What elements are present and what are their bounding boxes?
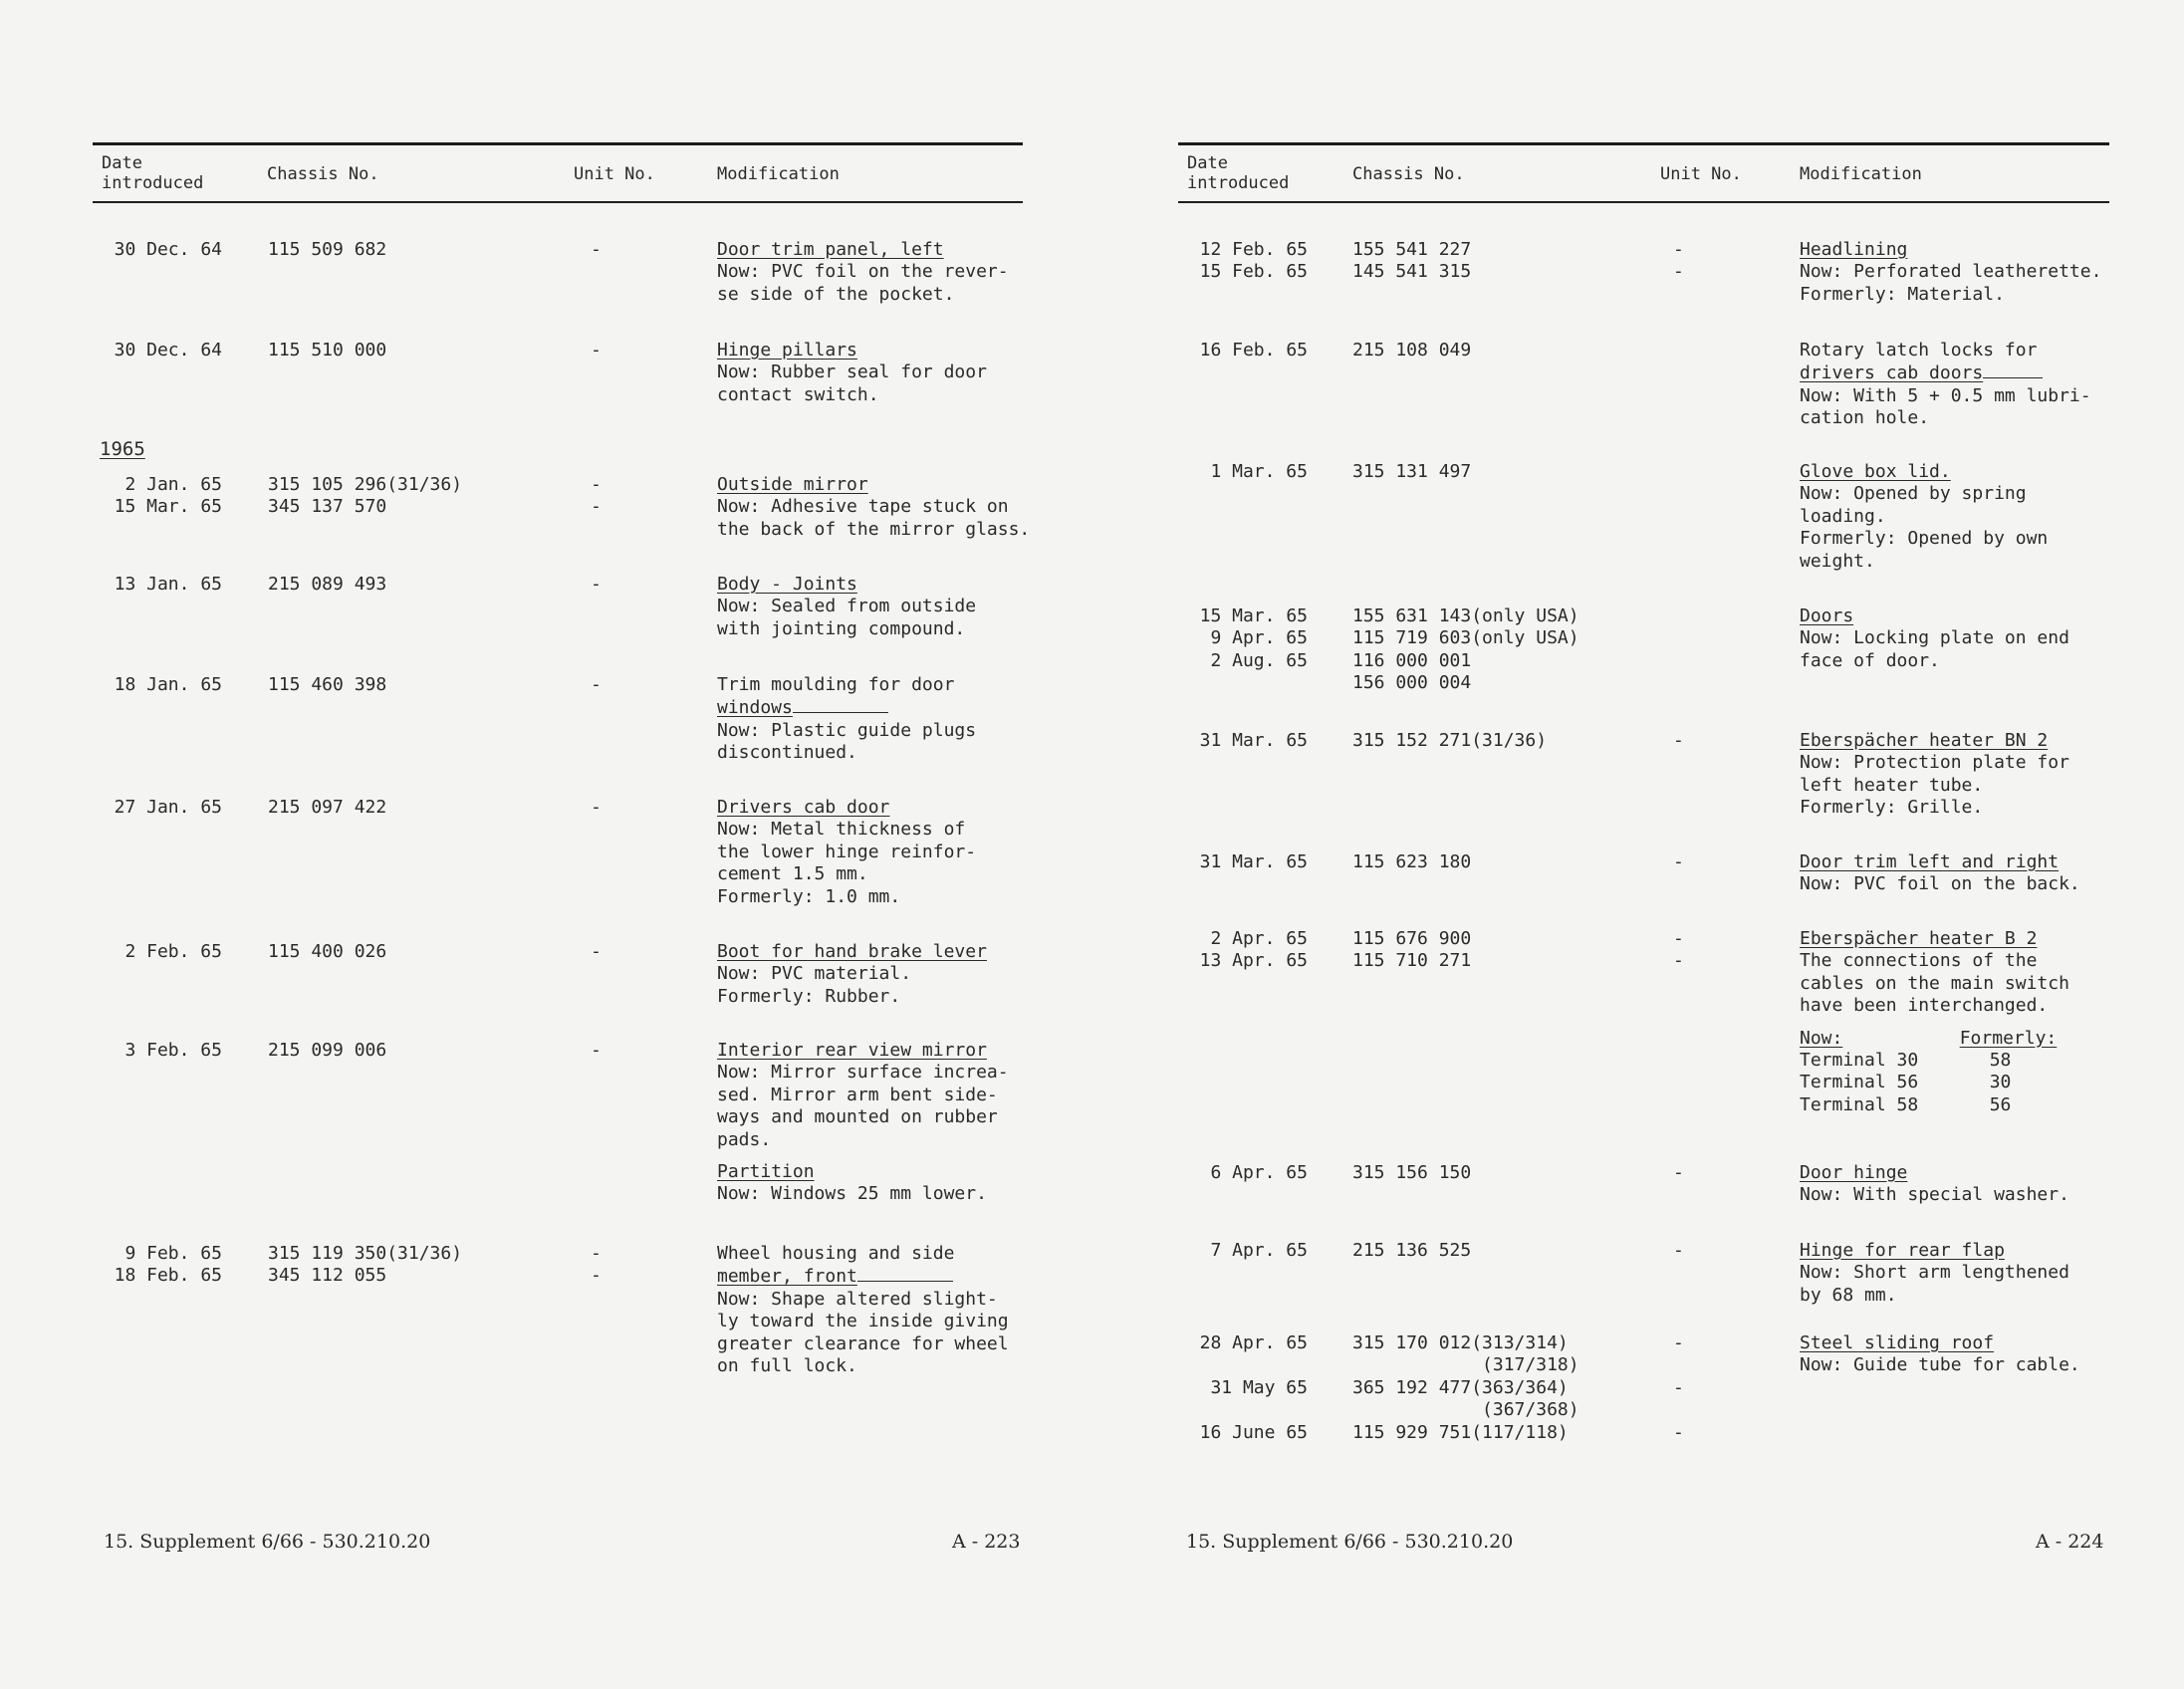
modification-title-text: Hinge for rear flap [1800,1240,2005,1261]
chassis-number-cell [268,674,386,696]
chassis-number-cell [1352,239,1471,284]
modification-title-text: Glove box lid. [1800,461,1951,482]
modification-title [1800,1162,2069,1184]
modification-title [717,574,976,596]
modification-text: have been interchanged. [1800,995,2049,1017]
modification-text: Now: With special washer. [1800,1184,2069,1206]
chassis-value: 215 099 006 [268,1040,387,1061]
terminal-now-value: Terminal 58 [1800,1093,1919,1115]
modification-title-text: Partition [717,1161,815,1183]
modification-title [717,474,1030,496]
modification-text: Now: Plastic guide plugs [717,719,977,741]
date-value: 16 June 65 [1199,1421,1308,1443]
modification-title-line: Trim moulding for door [717,674,955,695]
chassis-value: 215 089 493 [268,574,387,595]
chassis-value: 116 000 001 [1352,649,1472,671]
unit-value [1673,1399,1684,1421]
modification-text: Now: PVC foil on the back. [1800,873,2080,895]
chassis-value: 345 137 570 [268,496,387,518]
chassis-number-cell [268,574,386,596]
unit-value: - [591,941,602,962]
modification-title [1800,461,2048,483]
unit-value: - [1673,730,1684,751]
modification-title [1800,851,2080,873]
year-heading: 1965 [100,438,145,460]
chassis-value: 115 509 682 [268,239,387,260]
chassis-value: 315 156 150 [1352,1162,1472,1183]
modification-title [1800,605,2069,627]
chassis-number-cell [1352,1162,1471,1184]
date-value: 2 Aug. 65 [1210,649,1308,671]
modification-text: discontinued. [717,742,857,764]
header-chassis: Chassis No. [1352,164,1465,184]
unit-value [1673,1354,1684,1376]
modification-text: face of door. [1800,649,1940,671]
modification-text: the lower hinge reinfor- [717,841,977,862]
modification-title [1800,1240,2069,1262]
unit-number-cell [1673,730,1684,752]
modification-cell [717,474,1030,541]
footer-supplement: 15. Supplement 6/66 - 530.210.20 [1186,1531,1514,1553]
terminal-formerly-value: 30 [1989,1072,2012,1093]
chassis-value: (367/368) [1352,1399,1579,1421]
modification-text: on full lock. [717,1355,857,1377]
date-value: 6 Apr. 65 [1210,1162,1308,1183]
unit-value: - [1673,1376,1684,1398]
unit-number-cell [1673,928,1684,973]
modification-text: Now: Metal thickness of [717,819,966,841]
modification-text: Now: PVC material. [717,963,912,985]
chassis-value: 215 108 049 [1352,340,1472,361]
date-introduced-cell [93,474,222,519]
date-value: 7 Apr. 65 [1210,1240,1308,1261]
unit-number-cell [591,239,602,261]
modification-title [717,1040,1009,1062]
modification-title-text: windows [717,697,793,719]
chassis-value: 315 105 296(31/36) [268,474,463,495]
unit-number-cell [1673,239,1684,284]
modification-text: contact switch. [717,383,879,405]
date-introduced-cell [93,941,222,963]
modification-title-text: Outside mirror [717,474,868,495]
modification-text: Formerly: 1.0 mm. [717,885,901,907]
modification-text: left heater tube. [1800,774,1984,796]
modification-title-text: Headlining [1800,239,1908,260]
date-introduced-cell [1178,239,1308,284]
spacer [1800,1018,2069,1028]
terminal-formerly-value: 58 [1989,1050,2012,1072]
date-value [1178,1354,1308,1376]
modification-text: the back of the mirror glass. [717,518,1031,540]
unit-value: - [591,496,602,518]
unit-value: - [591,239,602,260]
chassis-value: 215 097 422 [268,797,387,818]
date-introduced-cell [1178,730,1308,752]
modification-title [1800,239,2101,261]
chassis-number-cell [268,1040,386,1062]
chassis-number-cell [1352,851,1471,873]
terminal-row [1800,1094,2059,1116]
left-table-header [93,142,1023,203]
unit-number-cell [1673,1162,1684,1184]
chassis-value: 315 119 350(31/36) [268,1243,463,1264]
right-table-header [1178,142,2109,203]
left-page [0,0,1046,1689]
modification-title [1800,1332,2080,1354]
modification-text: ways and mounted on rubber [717,1106,998,1128]
date-value: 30 Dec. 64 [114,239,222,260]
modification-cell [1800,730,2069,820]
modification-text: greater clearance for wheel [717,1332,1009,1354]
unit-value: - [1673,851,1684,872]
chassis-number-cell [268,797,386,819]
modification-title-text: Door hinge [1800,1162,1908,1183]
modification-title-text: Interior rear view mirror [717,1040,987,1061]
unit-value: - [591,1243,602,1264]
unit-number-cell [591,941,602,963]
modification-title-text: Doors [1800,605,1854,626]
chassis-value: 345 112 055 [268,1265,387,1287]
chassis-value: 315 152 271(31/36) [1352,730,1548,751]
date-value: 18 Jan. 65 [114,674,222,695]
header-chassis: Chassis No. [267,164,379,184]
chassis-number-cell [268,239,386,261]
unit-value: - [591,574,602,595]
modification-cell [717,941,987,1008]
unit-value: - [1673,928,1684,949]
chassis-value: 145 541 315 [1352,261,1472,283]
terminal-row [1800,1072,2059,1093]
terminal-table [1800,1028,2059,1117]
unit-number-cell [591,797,602,819]
modification-text: Now: Opened by spring [1800,483,2027,505]
chassis-value: 115 400 026 [268,941,387,962]
date-value: 15 Mar. 65 [1199,605,1308,626]
terminal-formerly-value: 56 [1989,1093,2012,1115]
terminal-now-label: Now: [1800,1027,1843,1049]
modification-title-line: Wheel housing and side [717,1243,955,1264]
date-value: 31 May 65 [1210,1376,1308,1398]
date-value: 13 Jan. 65 [114,574,222,595]
unit-value: - [591,1265,602,1287]
modification-text: cation hole. [1800,407,1930,429]
header-modification: Modification [717,164,840,184]
date-value [1178,1399,1308,1421]
date-value: 13 Apr. 65 [1199,950,1308,972]
unit-value: - [591,1040,602,1061]
modification-text: Now: Shape altered slight- [717,1288,998,1310]
underline-extension [1983,362,2043,378]
modification-text: Now: Sealed from outside [717,596,977,617]
header-rule-bottom [93,201,1023,203]
unit-value: - [1673,950,1684,972]
modification-text: Now: Guide tube for cable. [1800,1354,2080,1376]
modification-text: cement 1.5 mm. [717,863,868,885]
modification-text: with jointing compound. [717,617,966,639]
modification-title-text: drivers cab doors [1800,362,1984,384]
unit-value: - [1673,239,1684,260]
date-value [1178,672,1308,694]
chassis-value: 215 136 525 [1352,1240,1472,1261]
chassis-number-cell [1352,928,1471,973]
modification-text: Now: Locking plate on end [1800,627,2069,649]
chassis-value: 115 710 271 [1352,950,1472,972]
date-value: 16 Feb. 65 [1199,340,1308,361]
right-page [1092,0,2137,1689]
modification-text: The connections of the [1800,950,2038,972]
modification-title [717,1161,1009,1183]
modification-cell [1800,605,2069,672]
date-value: 3 Feb. 65 [124,1040,222,1061]
date-introduced-cell [1178,340,1308,362]
unit-number-cell [1673,1240,1684,1262]
footer-page-number: A - 223 [952,1531,1021,1553]
unit-value: - [591,474,602,495]
chassis-number-cell [1352,340,1471,362]
terminal-formerly-label: Formerly: [1959,1027,2058,1049]
modification-cell [717,1243,1009,1377]
chassis-number-cell [268,340,386,362]
modification-cell [1800,239,2101,306]
modification-cell [1800,851,2080,896]
unit-number-cell [591,1243,602,1288]
unit-number-cell [591,340,602,362]
date-introduced-cell [93,797,222,819]
modification-cell [717,797,976,908]
header-unit: Unit No. [1660,164,1742,184]
modification-text: Now: With 5 + 0.5 mm lubri- [1800,384,2091,406]
date-value: 18 Feb. 65 [114,1265,222,1287]
modification-cell [1800,928,2069,1116]
modification-text: Now: Protection plate for [1800,752,2069,774]
header-modification: Modification [1800,164,1922,184]
date-value: 15 Mar. 65 [114,496,222,518]
modification-cell [717,674,976,765]
terminal-now-value: Terminal 56 [1800,1072,1919,1093]
modification-title [717,239,1009,261]
modification-title [1800,730,2069,752]
modification-text: weight. [1800,550,1875,572]
modification-text: Now: Mirror surface increa- [717,1062,1009,1084]
date-value: 27 Jan. 65 [114,797,222,818]
modification-title [717,696,976,719]
date-introduced-cell [93,674,222,696]
modification-text: Formerly: Grille. [1800,797,1984,819]
date-value: 30 Dec. 64 [114,340,222,361]
modification-title-text: Eberspächer heater B 2 [1800,928,2038,949]
modification-text: cables on the main switch [1800,972,2069,994]
date-introduced-cell [1178,1240,1308,1262]
date-value: 31 Mar. 65 [1199,851,1308,872]
header-date: Date introduced [1187,153,1290,193]
date-introduced-cell [93,574,222,596]
date-value: 2 Feb. 65 [124,941,222,962]
date-value: 28 Apr. 65 [1199,1332,1308,1353]
unit-number-cell [591,674,602,696]
unit-number-cell [591,1040,602,1062]
modification-text: se side of the pocket. [717,283,955,305]
unit-value: - [591,797,602,818]
modification-title [717,1265,1009,1288]
header-rule-bottom [1178,201,2109,203]
modification-title-text: Hinge pillars [717,340,857,361]
underline-extension [793,696,888,713]
date-value: 12 Feb. 65 [1199,239,1308,260]
chassis-number-cell [268,941,386,963]
date-value: 9 Feb. 65 [124,1243,222,1264]
unit-value: - [1673,1332,1684,1353]
modification-title-text: Door trim panel, left [717,239,944,260]
modification-cell [1800,461,2048,573]
modification-cell [717,239,1009,306]
modification-text: Formerly: Material. [1800,283,2005,305]
date-introduced-cell [1178,1332,1308,1444]
modification-text: Now: PVC foil on the rever- [717,261,1009,283]
chassis-value: 115 929 751(117/118) [1352,1421,1569,1443]
modification-text: Now: Adhesive tape stuck on [717,496,1009,518]
date-value: 15 Feb. 65 [1199,261,1308,283]
unit-value: - [1673,1162,1684,1183]
modification-text: loading. [1800,505,1886,527]
modification-cell [717,1040,1009,1206]
chassis-number-cell [1352,605,1579,695]
modification-cell [1800,1332,2080,1377]
date-value: 1 Mar. 65 [1210,461,1308,482]
modification-cell [1800,1162,2069,1207]
chassis-value: 115 623 180 [1352,851,1472,872]
modification-text: Now: Windows 25 mm lower. [717,1183,987,1205]
chassis-value: 156 000 004 [1352,672,1472,694]
date-introduced-cell [93,1243,222,1288]
modification-cell [1800,1240,2069,1307]
modification-text: Now: Perforated leatherette. [1800,261,2102,283]
unit-number-cell [591,574,602,596]
chassis-number-cell [268,474,462,519]
footer-supplement: 15. Supplement 6/66 - 530.210.20 [104,1531,431,1553]
chassis-number-cell [1352,1332,1579,1444]
modification-text: ly toward the inside giving [717,1311,1009,1332]
modification-title-text: Boot for hand brake lever [717,941,987,962]
unit-value: - [1673,261,1684,283]
chassis-number-cell [1352,730,1547,752]
chassis-number-cell [1352,1240,1471,1262]
modification-cell [1800,340,2091,430]
underline-extension [857,1265,953,1282]
unit-number-cell [1673,1332,1684,1444]
chassis-value: 155 541 227 [1352,239,1472,260]
modification-title-line: Rotary latch locks for [1800,340,2038,361]
modification-text: pads. [717,1128,772,1150]
terminal-row [1800,1050,2059,1072]
modification-title-text: Steel sliding roof [1800,1332,1995,1353]
chassis-value: 115 719 603(only USA) [1352,627,1579,649]
date-value: 31 Mar. 65 [1199,730,1308,751]
chassis-value: 315 131 497 [1352,461,1472,482]
modification-title-text: Drivers cab door [717,797,890,818]
modification-title [717,941,987,963]
chassis-value: 115 460 398 [268,674,387,695]
modification-title [1800,362,2091,384]
date-introduced-cell [93,340,222,362]
footer-page-number: A - 224 [2036,1531,2104,1553]
modification-text: Now: Rubber seal for door [717,362,987,383]
date-introduced-cell [1178,461,1308,483]
chassis-value: (317/318) [1352,1354,1579,1376]
chassis-number-cell [268,1243,462,1288]
date-introduced-cell [1178,851,1308,873]
modification-text: Formerly: Opened by own [1800,528,2049,550]
chassis-value: 115 676 900 [1352,928,1472,949]
unit-number-cell [591,474,602,519]
unit-value: - [591,340,602,361]
unit-number-cell [1673,851,1684,873]
date-value: 2 Jan. 65 [124,474,222,495]
date-introduced-cell [1178,1162,1308,1184]
modification-text: Formerly: Rubber. [717,985,901,1007]
modification-title [717,340,987,362]
chassis-value: 315 170 012(313/314) [1352,1332,1569,1353]
modification-text: by 68 mm. [1800,1284,1897,1306]
date-introduced-cell [93,239,222,261]
modification-cell [717,340,987,406]
chassis-number-cell [1352,461,1471,483]
date-introduced-cell [1178,605,1308,695]
date-introduced-cell [1178,928,1308,973]
modification-text: sed. Mirror arm bent side- [717,1084,998,1105]
terminal-now-value: Terminal 30 [1800,1050,1919,1072]
spacer [717,1151,1009,1161]
modification-title [717,797,976,819]
date-introduced-cell [93,1040,222,1062]
modification-title-text: Body - Joints [717,574,857,595]
header-date: Date introduced [102,153,204,193]
date-value: 9 Apr. 65 [1210,627,1308,649]
modification-title-text: Door trim left and right [1800,851,2060,872]
date-value: 2 Apr. 65 [1210,928,1308,949]
modification-title-text: member, front [717,1266,857,1288]
chassis-value: 155 631 143(only USA) [1352,605,1579,626]
modification-cell [717,574,976,640]
modification-title-text: Eberspächer heater BN 2 [1800,730,2049,751]
unit-value: - [591,674,602,695]
modification-title [1800,928,2069,950]
chassis-value: 115 510 000 [268,340,387,361]
unit-value: - [1673,1421,1684,1443]
header-unit: Unit No. [574,164,655,184]
chassis-value: 365 192 477(363/364) [1352,1376,1569,1398]
unit-value: - [1673,1240,1684,1261]
modification-text: Now: Short arm lengthened [1800,1262,2069,1284]
